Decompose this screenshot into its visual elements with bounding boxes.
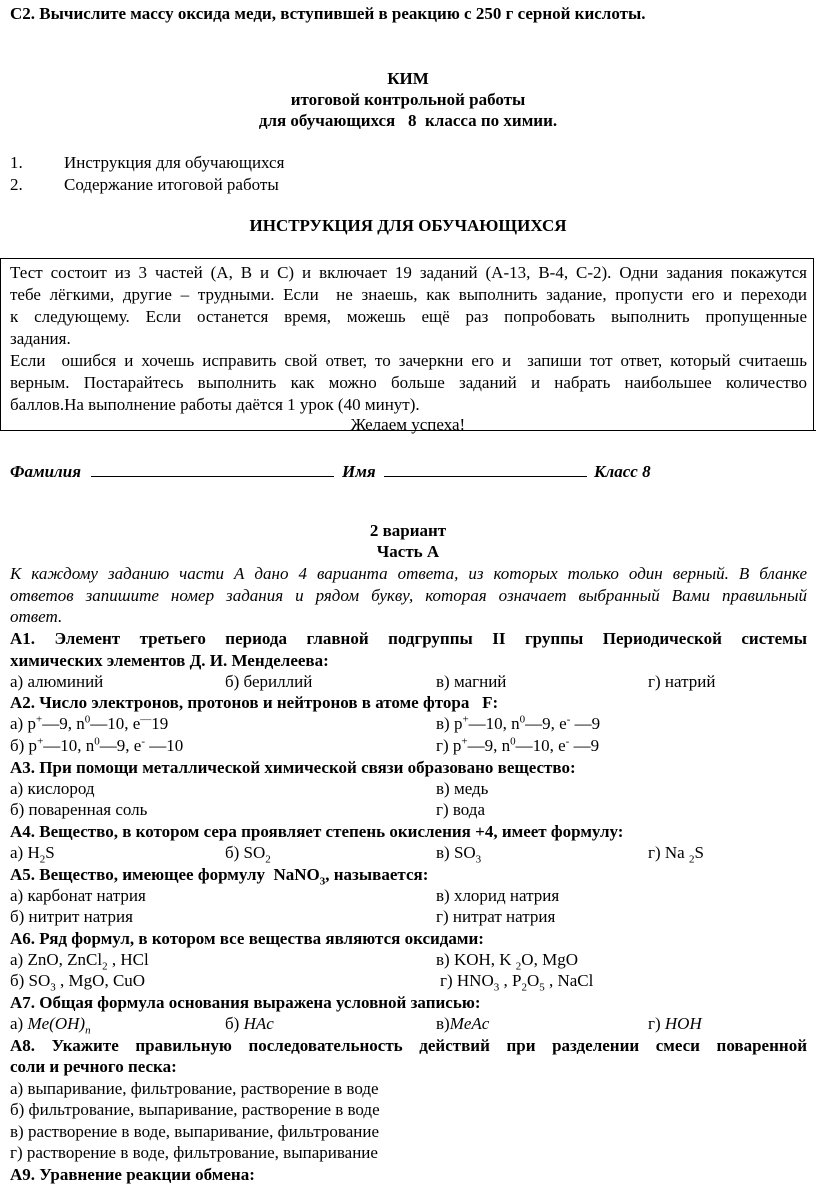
class-label: Класс 8: [594, 462, 651, 481]
question-a1: А1. Элемент третьего периода главной подгруппы II группы Периодической системы: [10, 629, 807, 648]
instruction-line: задания.: [10, 329, 71, 348]
answer-option: в) хлорид натрия: [436, 886, 560, 905]
answer-option: г) HOH: [648, 1014, 702, 1033]
question-a7: А7. Общая формула основания выражена условной записью:: [10, 993, 481, 1012]
answer-option: а) p+—9, $n^0—10$, e—19: [10, 713, 169, 733]
answer-option: а) выпаривание, фильтрование, растворение в воде: [10, 1079, 379, 1098]
answer-option: в) p+—10, $n^0—9$, e- —9: [436, 713, 601, 733]
instruction-box-bottom: [0, 430, 816, 431]
answer-option: а) карбонат натрия: [10, 886, 146, 905]
answer-option: в) KOH, K $_2$O, MgO: [436, 950, 578, 973]
question-a2: А2. Число электронов, протонов и нейтронов в атоме фтора F:: [10, 693, 499, 712]
name-label: Имя: [342, 462, 376, 481]
answer-option: в) $SO_3$: [436, 843, 482, 866]
instruction-line: тебе лёгкими, другие – трудными. Если не знаешь, как выполнить задание, пропусти его и переходи: [10, 285, 807, 304]
answer-option: в) магний: [436, 672, 507, 691]
question-a5: А5. Вещество, имеющее формулу NaNO$_3$, называется:: [10, 865, 429, 888]
question-a6: А6. Ряд формул, в котором все вещества являются оксидами:: [10, 929, 484, 948]
answer-option: б) поваренная соль: [10, 800, 148, 819]
toc-item: Инструкция для обучающихся: [64, 153, 285, 172]
answer-option: б) HAc: [225, 1014, 274, 1033]
question-a8-cont: соли и речного песка:: [10, 1057, 177, 1076]
answer-option: б) фильтрование, выпаривание, растворение в воде: [10, 1100, 380, 1119]
kim-audience: для обучающихся 8 класса по химии.: [258, 111, 558, 130]
kim-subtitle: итоговой контрольной работы: [290, 90, 526, 109]
wish-text: Желаем успеха!: [350, 415, 466, 434]
answer-option: а) ZnO, ZnCl$_2$ , HCl: [10, 950, 149, 973]
part-intro-line: К каждому заданию части А дано 4 варианта ответа, из которых только один верный. В бланке: [10, 564, 807, 583]
question-a1-cont: химических элементов Д. И. Менделеева:: [10, 651, 329, 670]
instruction-heading: ИНСТРУКЦИЯ ДЛЯ ОБУЧАЮЩИХСЯ: [249, 216, 567, 235]
answer-option: в) растворение в воде, выпаривание, фильтрование: [10, 1122, 380, 1141]
question-a4: А4. Вещество, в котором сера проявляет степень окисления +4, имеет формулу:: [10, 822, 624, 841]
answer-option: б) бериллий: [225, 672, 313, 691]
toc-item: Содержание итоговой работы: [64, 175, 279, 194]
toc-number: 2.: [10, 175, 23, 194]
answer-option: в)MeAc: [436, 1014, 490, 1033]
part-intro-line: ответ.: [10, 607, 63, 626]
answer-option: б) нитрит натрия: [10, 907, 133, 926]
instruction-line: к следующему. Если останется время, можешь ещё раз попробовать выполнить пропущенные: [10, 307, 807, 326]
question-a3: А3. При помощи металлической химической связи образовано вещество:: [10, 758, 576, 777]
part-intro-line: ответов запишите номер задания и рядом букву, которая означает выбранный Вами правильный: [10, 586, 807, 605]
toc-number: 1.: [10, 153, 23, 172]
answer-option: г) p+—9, $n^0—10$, e- —9: [436, 735, 600, 755]
answer-option: г) вода: [436, 800, 485, 819]
answer-option: г) растворение в воде, фильтрование, выпаривание: [10, 1143, 378, 1162]
task-c2: С2. Вычислите массу оксида меди, вступившей в реакцию с 250 г серной кислоты.: [10, 4, 646, 23]
answer-option: а) алюминий: [10, 672, 104, 691]
instruction-line: верным. Постарайтесь выполнить как можно больше заданий и набрать наибольшее количество: [10, 373, 807, 392]
answer-option: в) медь: [436, 779, 489, 798]
question-a8: А8. Укажите правильную последовательность действий при разделении смеси поваренной: [10, 1036, 807, 1055]
instruction-line: Тест состоит из 3 частей (А, В и С) и включает 19 заданий (А-13, В-4, С-2). Одни задания покажутся: [10, 263, 807, 282]
answer-option: г) нитрат натрия: [436, 907, 556, 926]
variant-title: 2 вариант: [369, 521, 447, 540]
name-field[interactable]: [384, 461, 587, 483]
answer-option: г) Na $_2$S: [648, 843, 704, 866]
part-title: Часть А: [376, 542, 440, 561]
answer-option: а) $Me(OH)_n$: [10, 1014, 91, 1037]
answer-option: а) $H_2S$: [10, 843, 55, 866]
answer-option: б) p+—10, $n^0—9$, e- —10: [10, 735, 184, 755]
surname-label: Фамилия: [10, 462, 81, 481]
question-a9: А9. Уравнение реакции обмена:: [10, 1165, 255, 1184]
answer-option: б) $SO_2$: [225, 843, 271, 866]
answer-option: г) натрий: [648, 672, 716, 691]
instruction-line: баллов.На выполнение работы даётся 1 урок (40 минут).: [10, 395, 420, 414]
kim-title: КИМ: [387, 69, 429, 88]
instruction-line: Если ошибся и хочешь исправить свой ответ, то зачеркни его и запиши тот ответ, который считаешь: [10, 351, 807, 370]
surname-field[interactable]: [91, 461, 334, 483]
answer-option: а) кислород: [10, 779, 95, 798]
answer-option: г) $HNO_3$ , $P_2O_5$ , NaCl: [440, 971, 594, 994]
answer-option: б) $SO_3$ , MgO, CuO: [10, 971, 146, 994]
